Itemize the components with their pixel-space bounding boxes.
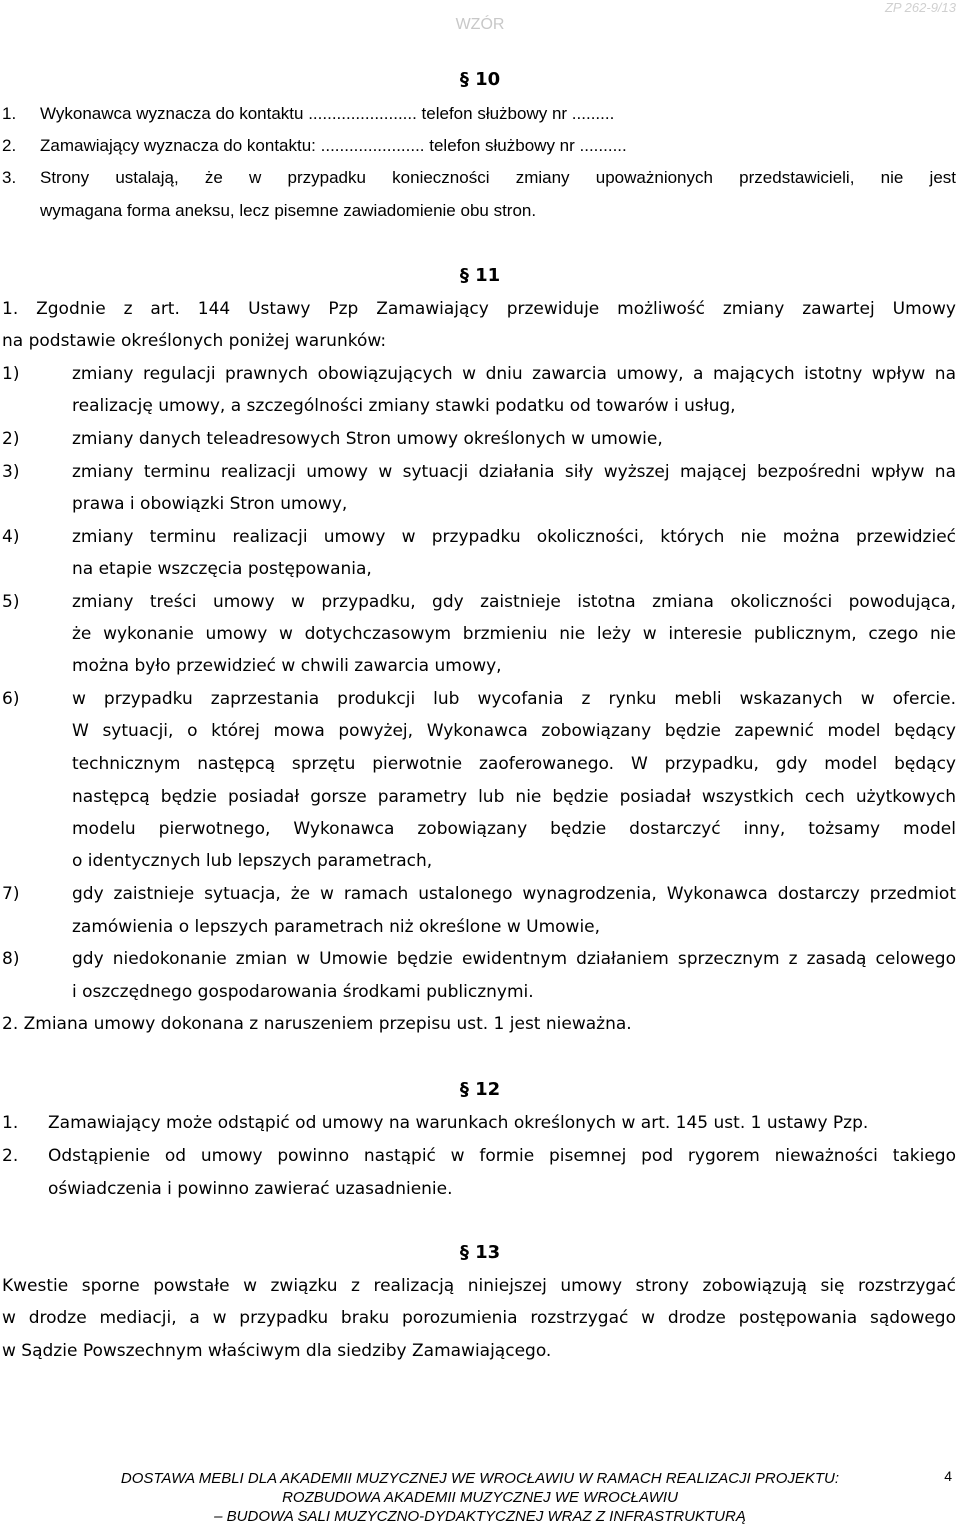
s11-item-1-line-1: zmiany regulacji prawnych obowiązujących w dniu zawarcia umowy, a mających istotny wpływ na	[72, 364, 956, 384]
s11-item-7-line-2: zamówienia o lepszych parametrach niż określone w Umowie,	[72, 917, 601, 937]
s11-item-6-line-4: następcą będzie posiadał gorsze parametry lub nie będzie posiadał wszystkich cech użytkowych	[72, 787, 956, 807]
s10-item-3-number: 3.	[2, 168, 17, 187]
s11-item-7-line-1: gdy zaistnieje sytuacja, że w ramach ustalonego wynagrodzenia, Wykonawca dostarczy przedmiot	[72, 884, 956, 904]
s10-item-1-number: 1.	[2, 104, 17, 123]
s11-closing-paragraph: 2. Zmiana umowy dokonana z naruszeniem przepisu ust. 1 jest nieważna.	[2, 1014, 632, 1034]
s11-item-3-line-1: zmiany terminu realizacji umowy w sytuacji działania siły wyższej mającej bezpośredni wpływ na	[72, 462, 956, 482]
s11-item-8-number: 8)	[2, 949, 20, 969]
s11-item-4-line-1: zmiany terminu realizacji umowy w przypadku okoliczności, których nie można przewidzieć	[72, 527, 956, 547]
s11-item-6-line-3: technicznym następcą sprzętu pierwotnie zaoferowanego. W przypadku, gdy model będący	[72, 754, 956, 774]
s11-item-5-number: 5)	[2, 592, 20, 612]
s10-item-3-line-1: Strony ustalają, że w przypadku konieczności zmiany upoważnionych przedstawicieli, nie jest	[40, 168, 956, 187]
section-13-title: § 13	[459, 1242, 501, 1263]
s11-item-8-line-2: i oszczędnego gospodarowania środkami publicznymi.	[72, 982, 534, 1002]
s12-item-1-line-1: Zamawiający może odstąpić od umowy na warunkach określonych w art. 145 ust. 1 ustawy Pzp.	[48, 1113, 869, 1133]
s11-item-6-line-6: o identycznych lub lepszych parametrach,	[72, 851, 433, 871]
s11-item-1-line-2: realizację umowy, a szczególności zmiany stawki podatku od towarów i usług,	[72, 396, 736, 416]
s11-item-6-line-1: w przypadku zaprzestania produkcji lub wycofania z rynku mebli wskazanych w ofercie.	[72, 689, 956, 709]
s10-item-1-text: Wykonawca wyznacza do kontaktu ....................... telefon służbowy nr .........	[40, 104, 615, 123]
s13-line-2: w drodze mediacji, a w przypadku braku porozumienia rozstrzygać w drodze postępowania sądowego	[2, 1308, 956, 1328]
s11-item-5-line-2: że wykonanie umowy w dotychczasowym brzmieniu nie leży w interesie publicznym, czego nie	[72, 624, 956, 644]
s11-intro-line-1: 1. Zgodnie z art. 144 Ustawy Pzp Zamawiający przewiduje możliwość zmiany zawartej Umowy	[2, 299, 956, 319]
section-11-title: § 11	[459, 265, 501, 286]
watermark-header: WZÓR	[455, 16, 505, 33]
footer-line-1: DOSTAWA MEBLI DLA AKADEMII MUZYCZNEJ WE WROCŁAWIU W RAMACH REALIZACJI PROJEKTU:	[120, 1470, 840, 1487]
section-10-title: § 10	[459, 69, 501, 90]
s11-item-5-line-1: zmiany treści umowy w przypadku, gdy zaistnieje istotna zmiana okoliczności powodująca,	[72, 592, 956, 612]
s11-item-2-line-1: zmiany danych teleadresowych Stron umowy określonych w umowie,	[72, 429, 663, 449]
s11-item-8-line-1: gdy niedokonanie zmian w Umowie będzie ewidentnym działaniem sprzecznym z zasadą celowego	[72, 949, 956, 969]
s12-item-2-line-1: Odstąpienie od umowy powinno nastąpić w formie pisemnej pod rygorem nieważności takiego	[48, 1146, 956, 1166]
s11-item-6-number: 6)	[2, 689, 20, 709]
s11-item-5-line-3: można było przewidzieć w chwili zawarcia umowy,	[72, 656, 502, 676]
s10-item-2-text: Zamawiający wyznacza do kontaktu: ...................... telefon służbowy nr ..........	[40, 136, 627, 155]
reference-number: ZP 262-9/13	[884, 0, 956, 15]
page-number: 4	[944, 1468, 952, 1484]
s11-item-2-number: 2)	[2, 429, 20, 449]
s11-item-4-number: 4)	[2, 527, 20, 547]
s11-intro-line-2: na podstawie określonych poniżej warunków:	[2, 331, 387, 351]
s11-item-4-line-2: na etapie wszczęcia postępowania,	[72, 559, 372, 579]
s13-line-1: Kwestie sporne powstałe w związku z realizacją niniejszej umowy strony zobowiązują się rozstrzygać	[2, 1276, 956, 1296]
s12-item-2-number: 2.	[2, 1146, 19, 1166]
s11-item-6-line-2: W sytuacji, o której mowa powyżej, Wykonawca zobowiązany będzie zapewnić model będący	[72, 721, 956, 741]
section-12-title: § 12	[459, 1079, 501, 1100]
s12-item-2-line-2: oświadczenia i powinno zawierać uzasadnienie.	[48, 1179, 453, 1199]
footer-line-3: – BUDOWA SALI MUZYCZNO-DYDAKTYCZNEJ WRAZ Z INFRASTRUKTURĄ	[214, 1508, 746, 1525]
s11-item-7-number: 7)	[2, 884, 20, 904]
s11-item-3-number: 3)	[2, 462, 20, 482]
s10-item-3-line-2: wymagana forma aneksu, lecz pisemne zawiadomienie obu stron.	[40, 201, 537, 220]
s10-item-2-number: 2.	[2, 136, 17, 155]
s11-item-3-line-2: prawa i obowiązki Stron umowy,	[72, 494, 348, 514]
s13-line-3: w Sądzie Powszechnym właściwym dla siedziby Zamawiającego.	[2, 1341, 552, 1361]
s11-item-6-line-5: modelu pierwotnego, Wykonawca zobowiązany będzie dostarczyć inny, tożsamy model	[72, 819, 956, 839]
footer-line-2: ROZBUDOWA AKADEMII MUZYCZNEJ WE WROCŁAWIU	[282, 1489, 678, 1506]
s11-item-1-number: 1)	[2, 364, 20, 384]
s12-item-1-number: 1.	[2, 1113, 19, 1133]
